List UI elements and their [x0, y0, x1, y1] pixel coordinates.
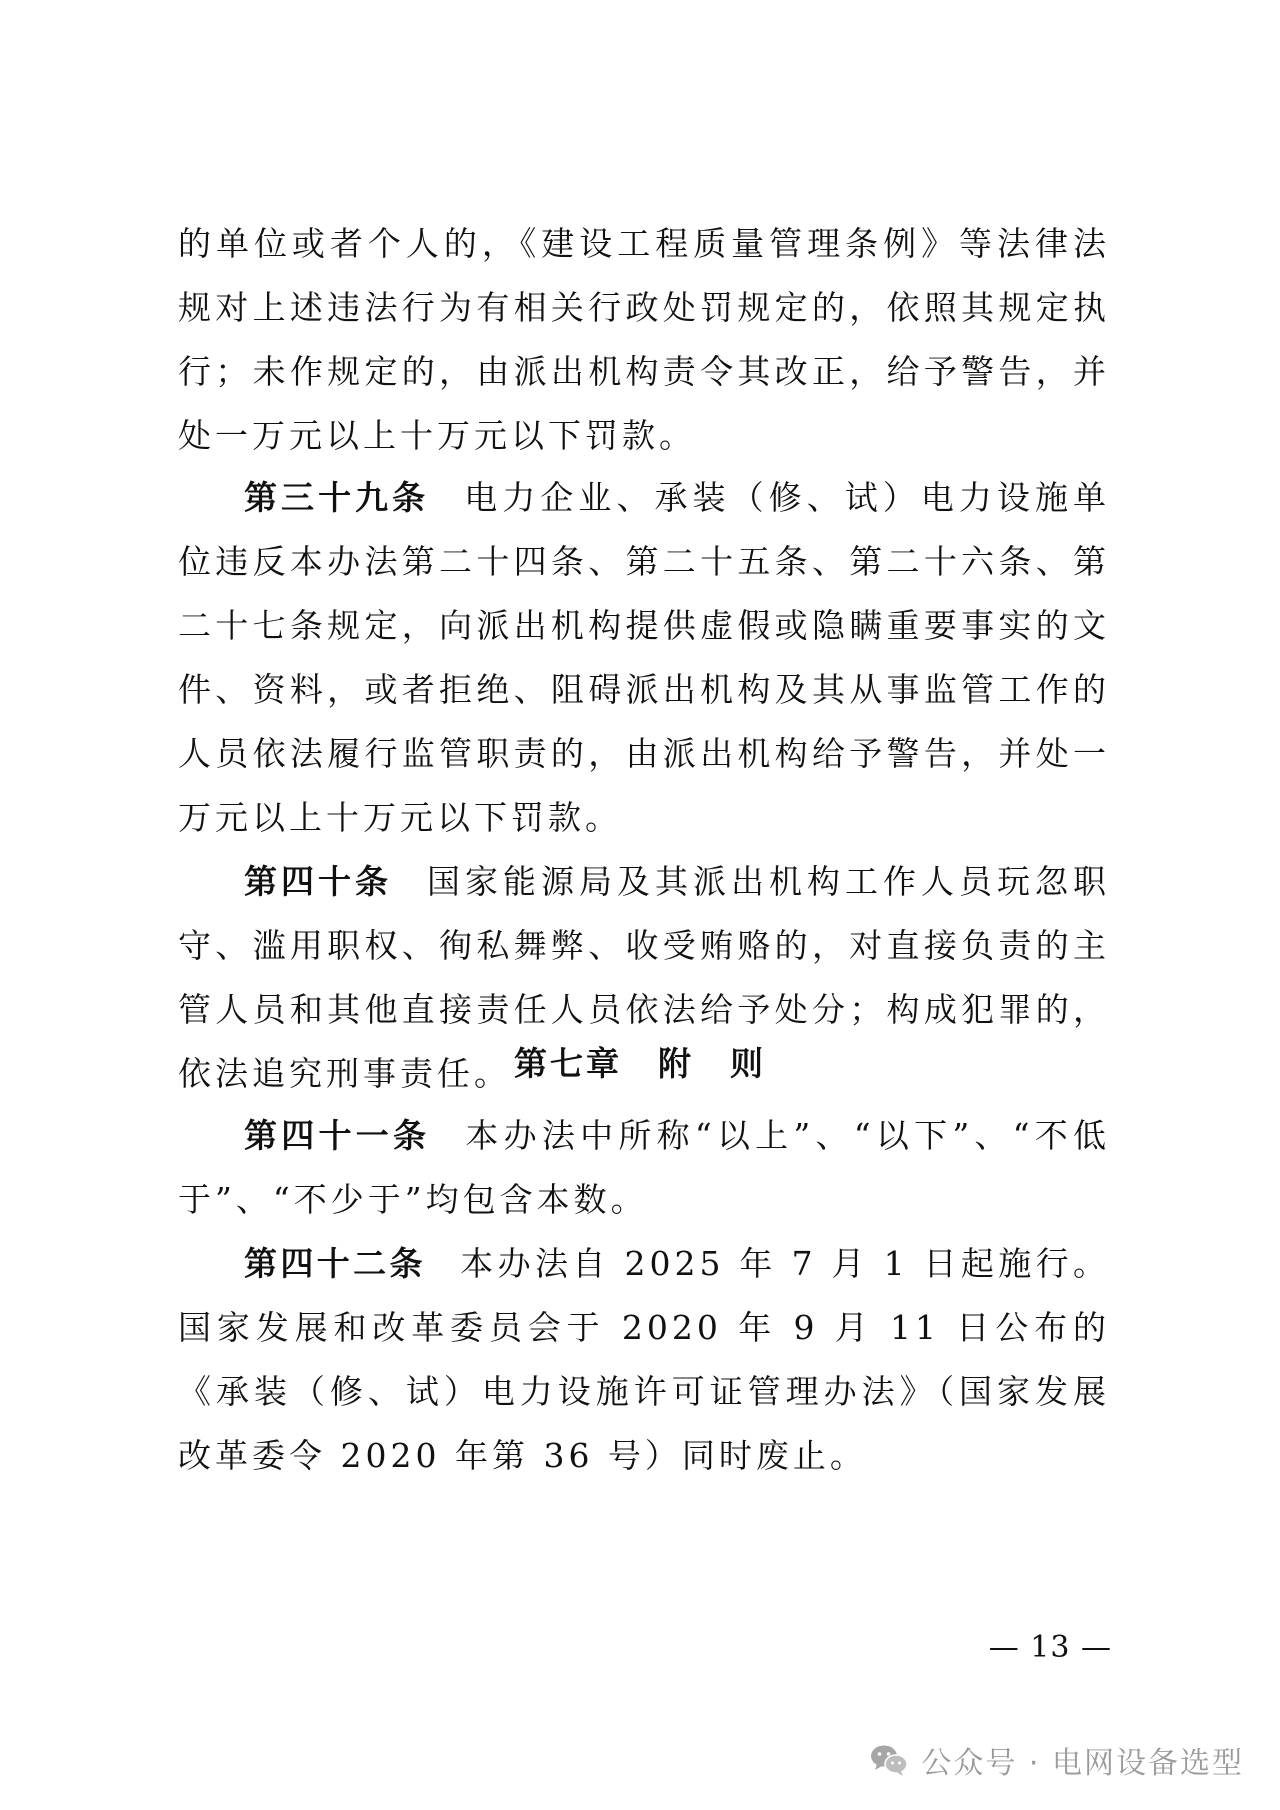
article-heading: 第四十条: [244, 862, 392, 901]
article-body: 本办法中所称“以上”、“以下”、“不低于”、“不少于”均包含本数。: [178, 1116, 1111, 1219]
chapter-title: 第七章 附 则: [514, 1044, 766, 1083]
articles-chapter6: [178, 466, 1110, 1106]
article-42: [178, 1232, 1110, 1488]
article-body: 本办法自 2025 年 7 月 1 日起施行。国家发展和改革委员会于 2020 年 9 月 11 日公布的《承装（修、试）电力设施许可证管理办法》（国家发展改革委令 2020 年第 36 号）同时废止。: [178, 1244, 1110, 1475]
article-heading: 第三十九条: [244, 478, 430, 517]
article-body: 电力企业、承装（修、试）电力设施单位违反本办法第二十四条、第二十五条、第二十六条、第二十七条规定，向派出机构提供虚假或隐瞒重要事实的文件、资料，或者拒绝、阻碍派出机构及其从事监管工作的人员依法履行监管职责的，由派出机构给予警告，并处一万元以上十万元以下罚款。: [178, 478, 1111, 837]
watermark-text: 公众号 · 电网设备选型: [921, 1746, 1244, 1781]
articles-chapter7: [178, 1104, 1110, 1488]
page-number: — 13 —: [988, 1630, 1112, 1665]
paragraph-text: 的单位或者个人的，《建设工程质量管理条例》等法律法规对上述违法行为有相关行政处罚规定的，依照其规定执行；未作规定的，由派出机构责令其改正，给予警告，并处一万元以上十万元以下罚款。: [178, 224, 1110, 455]
watermark: [869, 1738, 1244, 1782]
article-39: [178, 466, 1110, 850]
article-heading: 第四十一条: [244, 1116, 431, 1155]
article-heading: 第四十二条: [244, 1244, 426, 1283]
paragraph-continuation: [178, 212, 1110, 468]
article-body: 国家能源局及其派出机构工作人员玩忽职守、滥用职权、徇私舞弊、收受贿赂的，对直接负责的主管人员和其他直接责任人员依法给予处分；构成犯罪的，依法追究刑事责任。: [178, 862, 1110, 1093]
article-41: [178, 1104, 1110, 1232]
wechat-icon: [869, 1743, 909, 1777]
